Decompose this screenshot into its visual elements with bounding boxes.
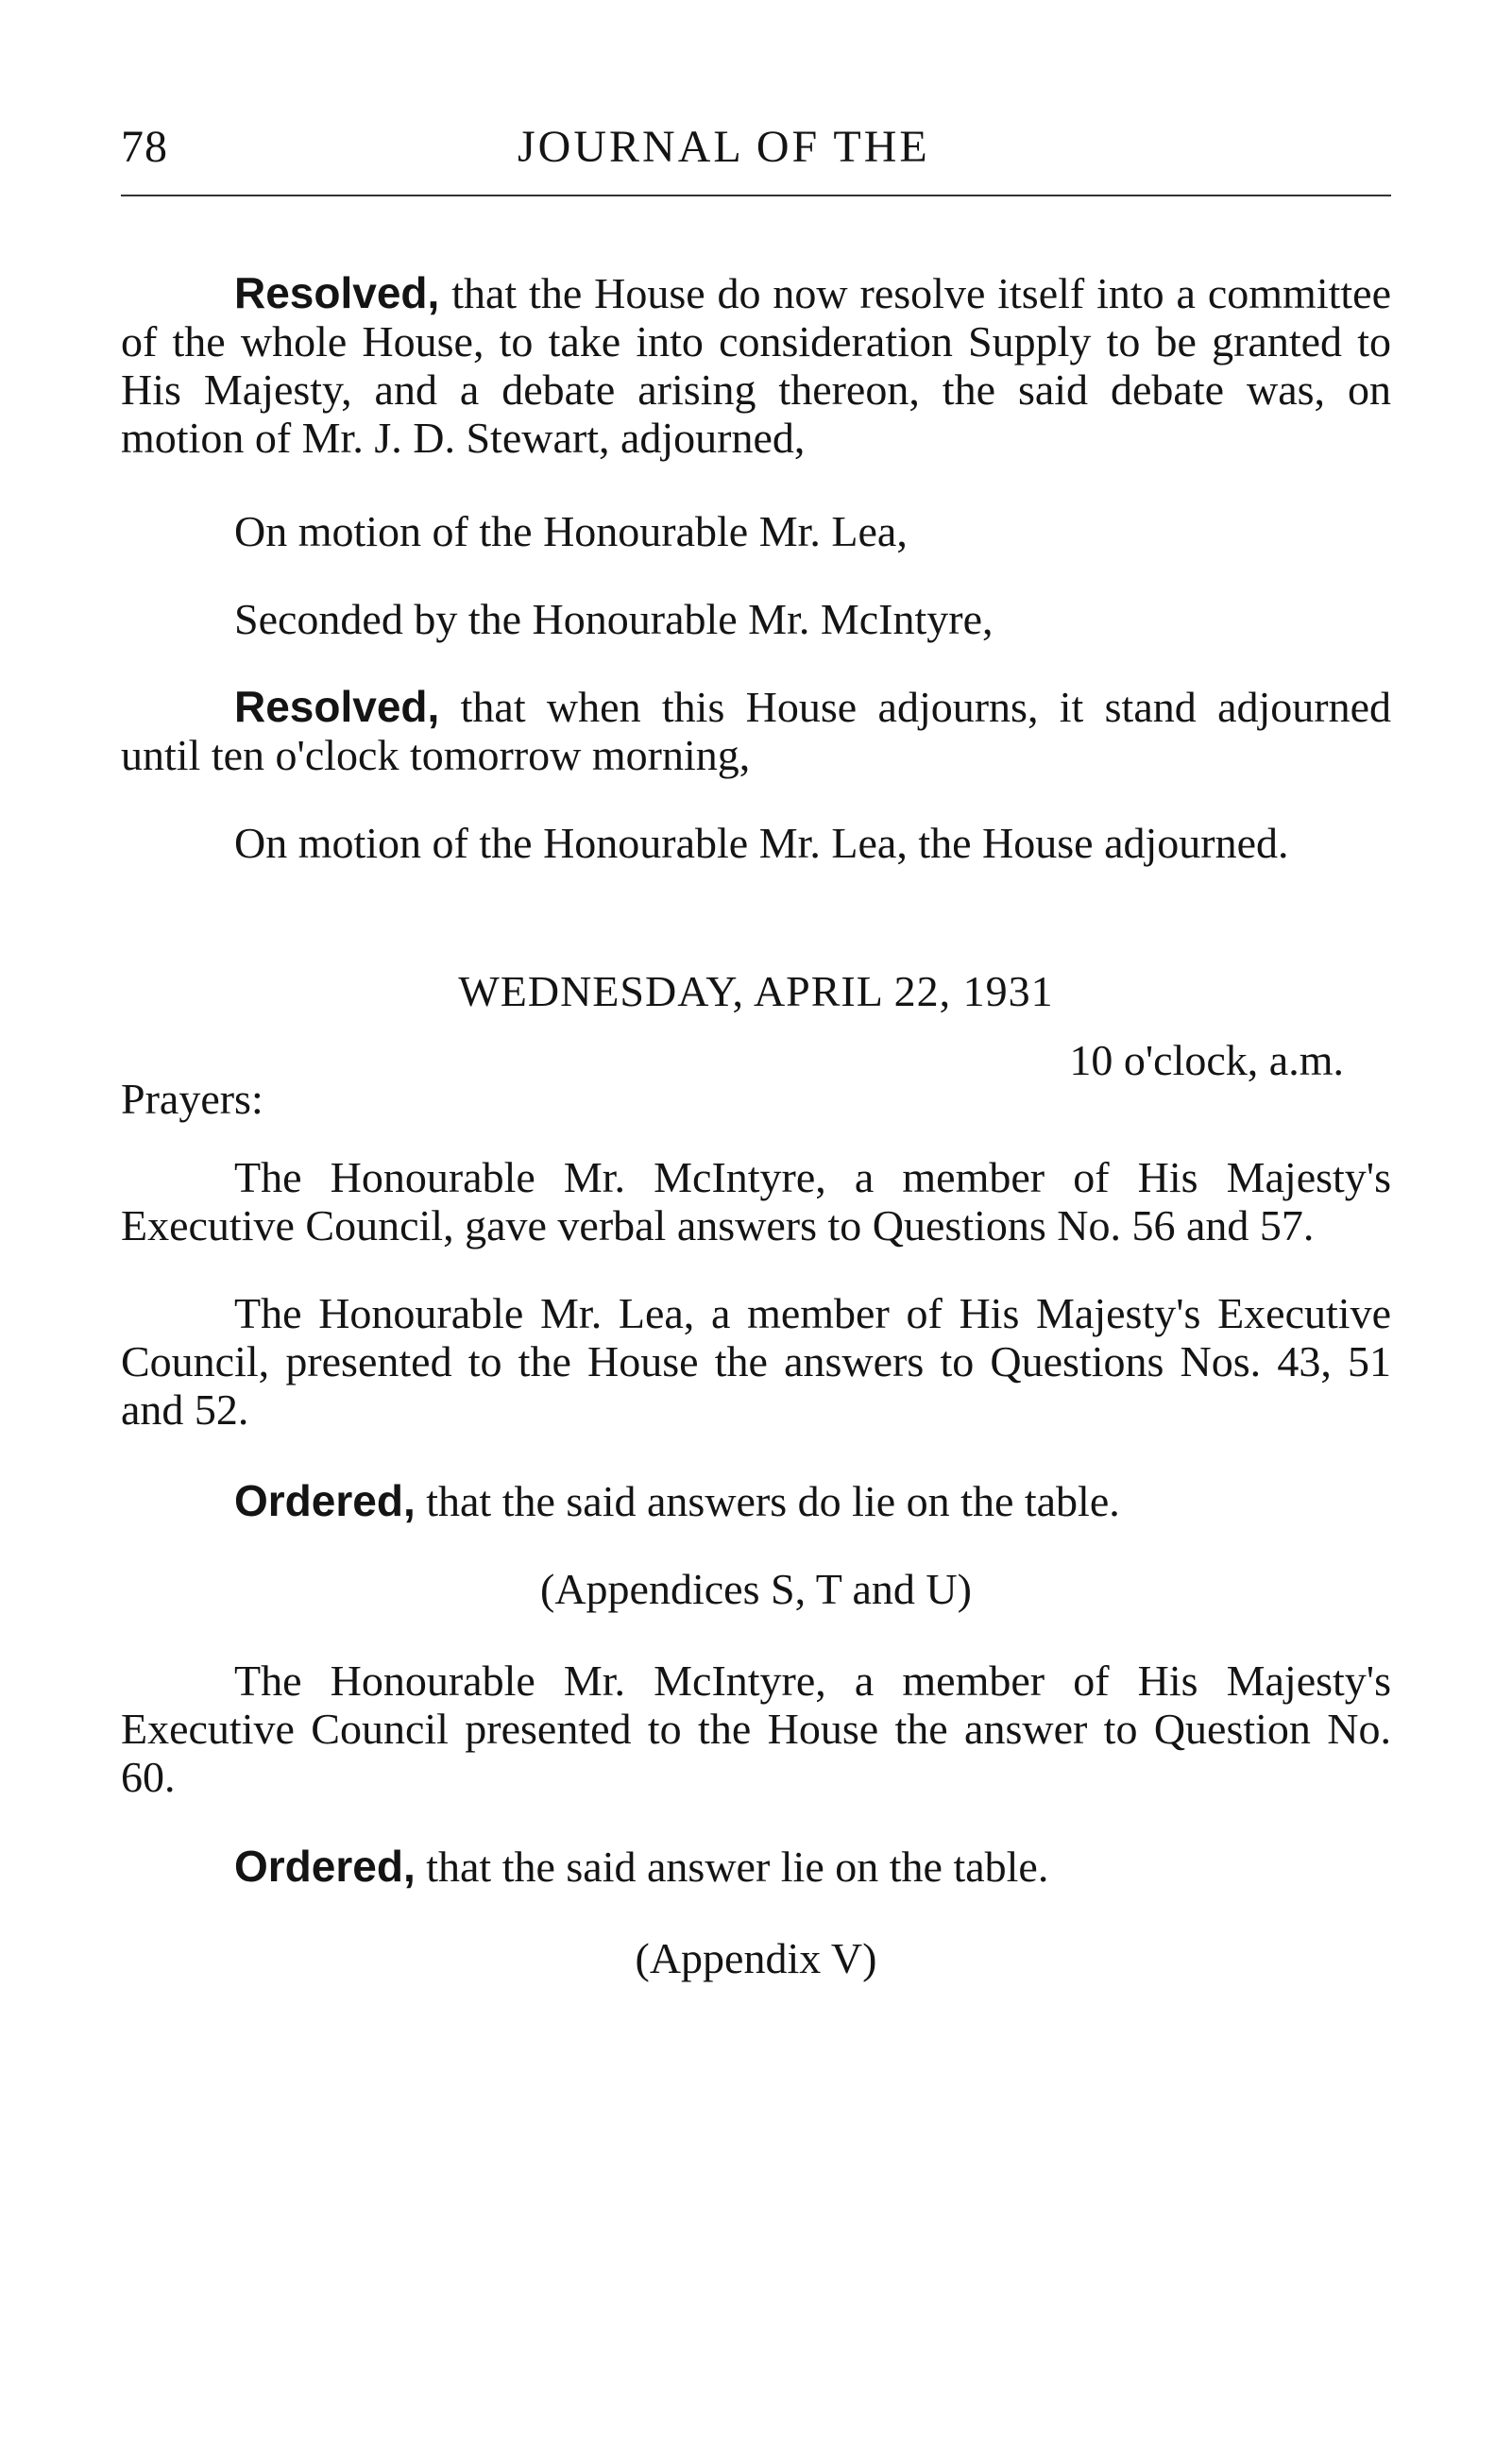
resolved-supply-text: that the House do now resolve itself into a committee of the whole House, to take into consideration Supply to be granted to His Majesty, and a debate arising thereon, the said debate was, on motion of Mr. J. D. Stewart, adjourned, [121,269,1391,462]
paragraph-mcintyre-presented-answer: The Honourable Mr. McIntyre, a member of His Majesty's Executive Council presented to the House the answer to Question No. 60. [121,1657,1391,1801]
resolved-lead: Resolved, [234,682,440,731]
page-header [121,121,1391,196]
paragraph-house-adjourned: On motion of the Honourable Mr. Lea, the House adjourned. [234,819,1289,867]
resolved-adjourn-text: that when this House adjourns, it stand adjourned until ten o'clock tomorrow morning, [121,683,1391,779]
ordered-answer-text: that the said answer lie on the table. [415,1843,1049,1891]
paragraph-seconded: Seconded by the Honourable Mr. McIntyre, [234,595,994,643]
ordered-lead: Ordered, [234,1842,416,1891]
ordered-lead: Ordered, [234,1476,416,1525]
prayers-label: Prayers: [121,1075,263,1123]
page-body [121,269,1391,1982]
header-rule [121,195,1391,196]
ordered-answers-text: that the said answers do lie on the table. [415,1477,1120,1525]
paragraph-motion-lea: On motion of the Honourable Mr. Lea, [234,507,908,555]
appendices-reference: (Appendices S, T and U) [540,1565,972,1613]
paragraph-ordered-answer [121,1843,1391,1891]
paragraph-resolved-adjourn [121,683,1391,779]
paragraph-ordered-answers [121,1477,1391,1525]
paragraph-lea-presented-answers: The Honourable Mr. Lea, a member of His Majesty's Executive Council, presented to the House the answers to Questions Nos. 43, 51 and 52. [121,1289,1391,1434]
sitting-time: 10 o'clock, a.m. [1069,1036,1344,1084]
paragraph-mcintyre-verbal-answers: The Honourable Mr. McIntyre, a member of His Majesty's Executive Council, gave verbal answers to Questions No. 56 and 57. [121,1153,1391,1249]
sitting-date-heading: WEDNESDAY, APRIL 22, 1931 [458,967,1054,1015]
resolved-lead: Resolved, [234,268,440,317]
appendix-v-reference: (Appendix V) [635,1934,877,1982]
running-head: JOURNAL OF THE [518,122,930,172]
page-number: 78 [121,122,168,172]
paragraph-resolved-supply [121,269,1391,462]
